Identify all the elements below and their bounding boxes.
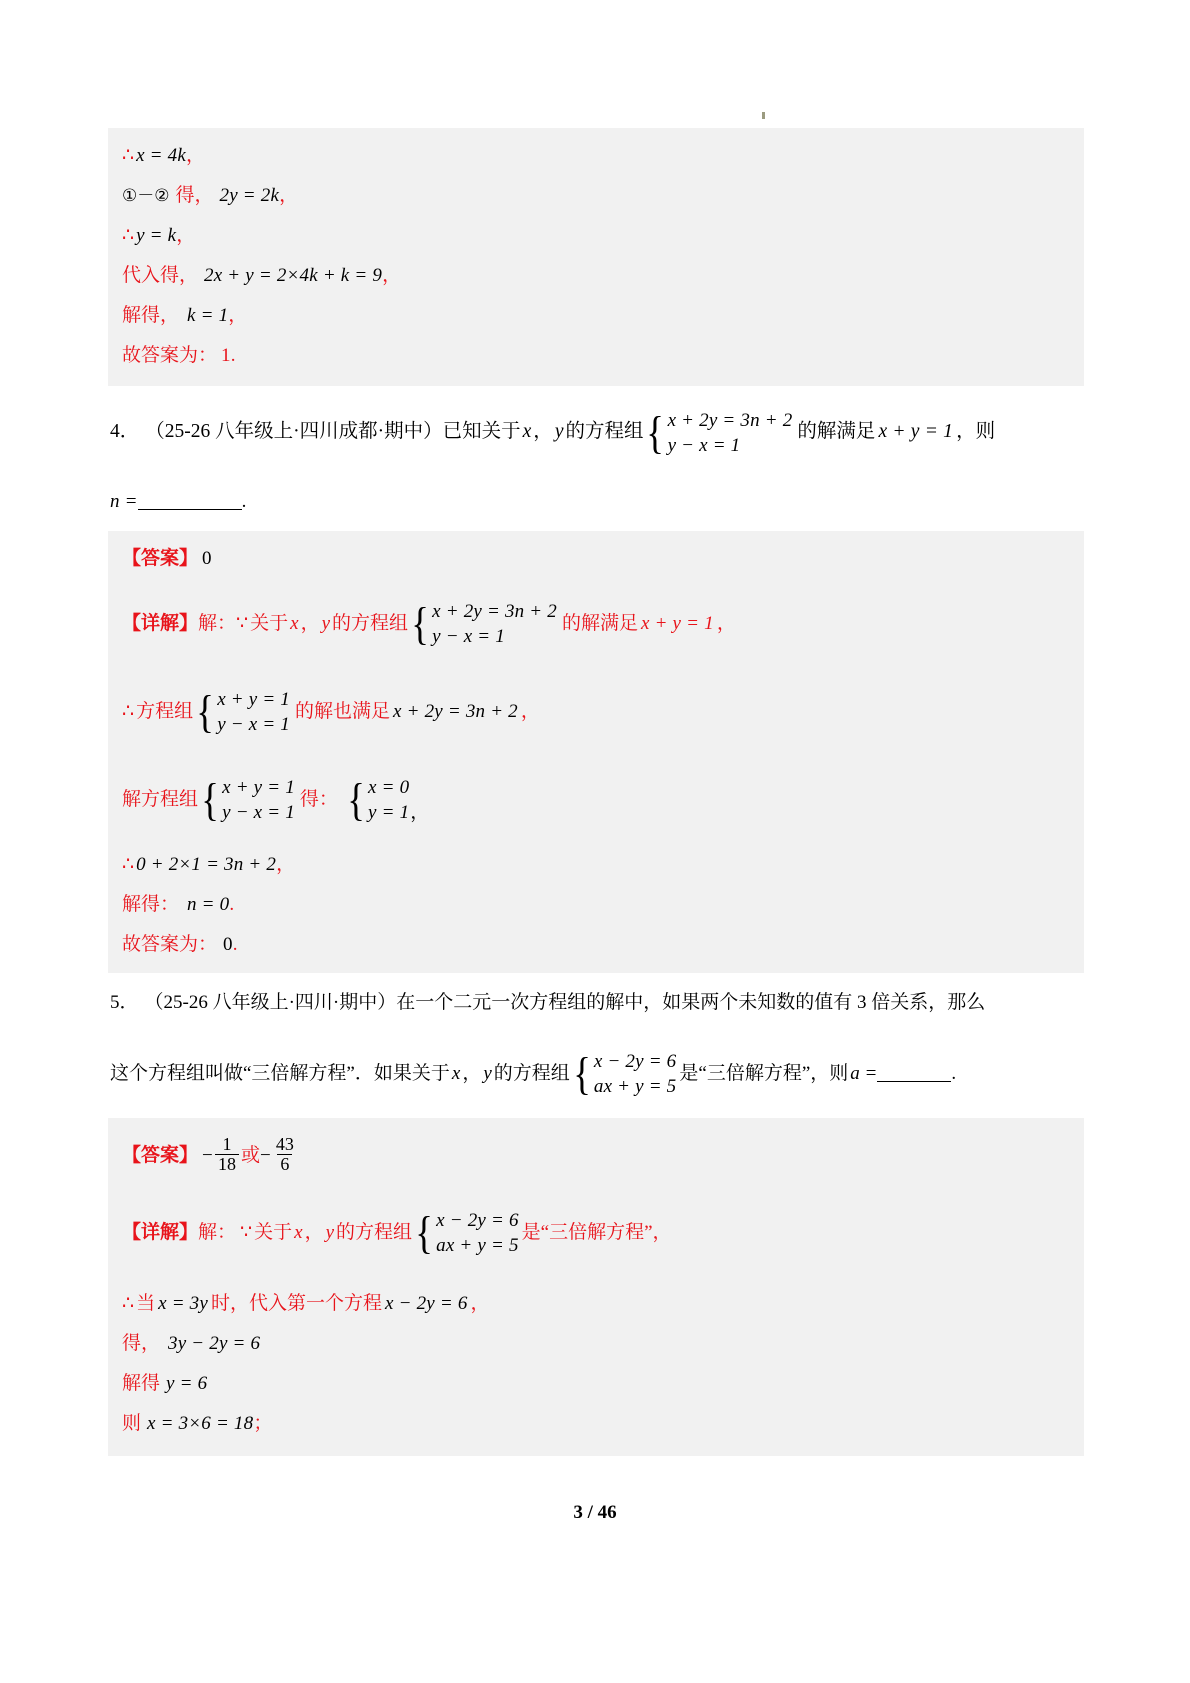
q4-detail-line-2 (122, 687, 1070, 737)
q4-answer-value: 0 (202, 547, 212, 569)
q5-detail-line-3 (122, 1334, 1070, 1354)
q4-d1-system-row1: x + 2y = 3n + 2 (432, 600, 557, 622)
q4-system-row1: x + 2y = 3n + 2 (667, 409, 793, 431)
left-brace-icon: { (411, 597, 429, 649)
q5-d2-b: 时，代入第一个方程 (211, 1293, 383, 1315)
q4-d2-system-row1: x + y = 1 (217, 688, 291, 710)
q3-punct-6: . (230, 344, 236, 366)
q4-var-y: y (554, 421, 564, 443)
q5-d1-comma: ， (304, 1222, 324, 1244)
q4-detail-line-3 (122, 775, 1070, 825)
q5-d5-punct: ； (253, 1412, 273, 1434)
q5-d1-var-x: x (294, 1222, 303, 1244)
q4-d6-punct: . (232, 934, 238, 955)
page-content (108, 0, 1084, 1456)
q4-number: 4． (110, 421, 140, 443)
q4-d1-var-y: y (321, 612, 331, 634)
q5-d1-b: 的方程组 (336, 1222, 413, 1244)
q5-stem-2c: 是“三倍解方程”，则 (679, 1062, 849, 1084)
q5-d2-punct: ， (470, 1293, 490, 1315)
q3-punct-4: ， (382, 264, 402, 286)
q3-cjk-4: 代入得， (122, 264, 199, 286)
q4-comma: ， (533, 421, 553, 443)
q4-stem-b: 的方程组 (565, 421, 644, 443)
q5-stem-2a: 这个方程组叫做“三倍解方程”．如果关于 (110, 1062, 450, 1084)
q3-solution-block (108, 128, 1084, 386)
q3-math-2: 2y = 2k (219, 184, 280, 206)
q5-answer-minus-2: − (259, 1145, 271, 1166)
page-footer: 3 / 46 (573, 1502, 617, 1523)
q5-source: （25-26 八年级上·四川·期中） (144, 991, 397, 1013)
q4-detail-line-6 (122, 935, 1070, 955)
q5-stem-line-2 (110, 1049, 1082, 1099)
q3-punct-2: ， (279, 184, 299, 206)
q3-punct-5: ， (228, 304, 248, 326)
q4-system-row2: y − x = 1 (667, 434, 741, 456)
q5-d2-eq1: x = 3y (158, 1293, 208, 1315)
because-icon: ∵ (236, 612, 249, 634)
answer-label: 【答案】 (122, 547, 199, 569)
q4-d3-a: 解方程组 (122, 789, 199, 811)
left-brace-icon: { (572, 1048, 591, 1100)
q5-d1-system-row2: ax + y = 5 (436, 1234, 519, 1256)
q4-blank-line (110, 492, 1082, 512)
q5-comma: ， (462, 1062, 482, 1084)
q5-frac1-denominator: 18 (215, 1154, 239, 1174)
q3-line-4 (122, 266, 1070, 286)
q5-stem-line1: 在一个二元一次方程组的解中，如果两个未知数的值有 3 倍关系，那么 (396, 991, 986, 1013)
q4-stem-a: 已知关于 (442, 421, 521, 443)
q3-math-4: 2x + y = 2×4k + k = 9 (204, 264, 383, 286)
q4-d1-a: 关于 (250, 612, 289, 634)
q5-answer-block (108, 1118, 1084, 1456)
q4-d4-eq: 0 + 2×1 = 3n + 2 (136, 854, 277, 876)
q5-d1-equation-system (413, 1208, 519, 1258)
q5-answer-or: 或 (240, 1145, 260, 1166)
therefore-icon: ∴ (122, 145, 135, 166)
q5-d1-a: 关于 (254, 1222, 293, 1244)
q3-punct-3: ， (176, 224, 196, 246)
q4-d1-punct: ， (716, 612, 736, 634)
q4-d3-result-row1: x = 0 (368, 776, 410, 798)
q5-d4-a: 解得 (122, 1372, 161, 1394)
q4-d1-equation-system (409, 599, 557, 649)
q5-system-row2: ax + y = 5 (593, 1075, 677, 1097)
q4-stem-c: 的解满足 (797, 421, 876, 443)
q5-var-x: x (451, 1062, 461, 1084)
q4-d1-b: 的方程组 (332, 612, 409, 634)
q5-number: 5． (110, 991, 139, 1013)
q5-equation-system (571, 1049, 677, 1099)
q4-d1-comma: ， (300, 612, 320, 634)
q4-d3-b: 得： (299, 789, 338, 811)
therefore-icon: ∴ (122, 700, 135, 722)
q3-math-6: 1 (221, 344, 231, 366)
q5-detail-lead: 解： (198, 1222, 237, 1244)
q3-line-6 (122, 346, 1070, 366)
q5-frac2-numerator: 43 (275, 1134, 294, 1155)
q5-d2-eq2: x − 2y = 6 (385, 1293, 468, 1315)
q4-d6-a: 故答案为： (122, 934, 218, 955)
q5-d1-c: 是“三倍解方程”， (521, 1222, 672, 1244)
therefore-icon: ∴ (122, 1293, 135, 1315)
q3-cjk-2: 得， (175, 184, 214, 206)
q4-blank-var: n = (110, 490, 138, 512)
q4-detail-line-4 (122, 855, 1070, 875)
left-brace-icon: { (646, 406, 665, 458)
q3-punct-1: ， (185, 145, 205, 166)
q5-answer-line (122, 1136, 1070, 1176)
question-5 (108, 973, 1084, 1118)
q4-stem-line-1 (110, 408, 1082, 458)
q5-frac1-numerator: 1 (222, 1134, 232, 1155)
q4-d6-val: 0 (223, 934, 233, 955)
q4-d3-result-system (345, 775, 409, 825)
q4-d2-punct: ， (520, 700, 540, 722)
q4-d5-punct: . (229, 894, 235, 916)
q4-stem-d: ，则 (956, 421, 996, 443)
q4-condition: x + y = 1 (878, 421, 954, 443)
q5-d1-var-y: y (325, 1222, 335, 1244)
detail-label: 【详解】 (122, 612, 199, 634)
q4-d5-a: 解得： (122, 894, 180, 916)
q3-line-2 (122, 186, 1070, 206)
q3-math-3: y = k (136, 224, 177, 246)
therefore-icon: ∴ (122, 224, 135, 246)
q5-d5-a: 则 (122, 1412, 142, 1434)
q4-d3-equation-system (199, 775, 295, 825)
q4-d2-a: 方程组 (136, 700, 194, 722)
q4-source: （25-26 八年级上·四川成都·期中） (145, 421, 443, 443)
q5-frac2-denominator: 6 (277, 1154, 292, 1174)
q4-d2-eq: x + 2y = 3n + 2 (393, 700, 518, 722)
q5-answer-fraction-1 (215, 1135, 239, 1175)
q4-answer-block (108, 531, 1084, 973)
q5-detail-line-1 (122, 1208, 1070, 1258)
q4-answer-line (122, 549, 1070, 569)
detail-label: 【详解】 (122, 1222, 199, 1244)
q5-detail-line-4 (122, 1374, 1070, 1394)
q4-d1-var-x: x (290, 612, 299, 634)
q5-answer-minus-1: − (202, 1145, 213, 1166)
q4-d3-punct: ， (410, 802, 430, 824)
q3-line-3 (122, 226, 1070, 246)
q3-math-1: x = 4k (136, 145, 186, 166)
q3-cjk-6: 故答案为： (122, 344, 218, 366)
q5-stem-line-1 (110, 993, 1082, 1013)
q4-detail-lead: 解： (198, 612, 237, 634)
q5-answer-blank[interactable] (877, 1066, 951, 1082)
q5-blank-var: a = (850, 1062, 878, 1084)
q4-blank-period: . (241, 490, 247, 512)
q4-var-x: x (522, 421, 532, 443)
q4-detail-line-1 (122, 599, 1070, 649)
therefore-icon: ∴ (122, 854, 135, 876)
q5-detail-line-5 (122, 1414, 1070, 1434)
question-4 (108, 386, 1084, 531)
q4-d2-equation-system (194, 687, 290, 737)
q3-line-1 (122, 146, 1070, 166)
q5-var-y: y (483, 1062, 492, 1084)
q3-math-5: k = 1 (187, 304, 229, 326)
q5-d3-a: 得， (122, 1333, 161, 1354)
q5-d5-eq: x = 3×6 = 18 (147, 1412, 254, 1434)
q4-d1-cond: x + y = 1 (641, 612, 714, 634)
q4-d1-system-row2: y − x = 1 (432, 625, 505, 647)
q4-d3-system-row2: y − x = 1 (222, 802, 295, 824)
q4-d2-b: 的解也满足 (295, 700, 391, 722)
q5-stem-2b: 的方程组 (493, 1062, 570, 1084)
q5-detail-line-2 (122, 1294, 1070, 1314)
answer-label: 【答案】 (122, 1145, 199, 1166)
left-brace-icon: { (347, 774, 365, 826)
left-brace-icon: { (415, 1207, 433, 1259)
q5-d1-system-row1: x − 2y = 6 (436, 1209, 519, 1231)
q5-system-row1: x − 2y = 6 (593, 1050, 677, 1072)
q3-line-5 (122, 306, 1070, 326)
left-brace-icon: { (196, 685, 214, 737)
because-icon: ∵ (240, 1222, 253, 1244)
q4-d5-eq: n = 0 (187, 894, 230, 916)
q4-d3-result-row2: y = 1 (368, 802, 410, 824)
q4-answer-blank[interactable] (138, 494, 242, 510)
q4-d3-system-row1: x + y = 1 (222, 776, 295, 798)
q5-d4-eq: y = 6 (166, 1372, 208, 1394)
left-brace-icon: { (201, 774, 219, 826)
q5-blank-period: . (951, 1062, 957, 1084)
q4-d4-punct: ， (276, 854, 296, 876)
q5-d2-a: 当 (136, 1293, 156, 1315)
q4-d1-c: 的解满足 (561, 612, 638, 634)
q4-detail-line-5 (122, 895, 1070, 915)
q5-answer-fraction-2 (273, 1135, 297, 1175)
q4-equation-system (644, 408, 792, 458)
q3-cjk-5: 解得， (122, 304, 180, 326)
q5-d3-eq: 3y − 2y = 6 (168, 1333, 261, 1354)
q4-d2-system-row2: y − x = 1 (217, 713, 291, 735)
circled-steps: ①－② (122, 185, 170, 205)
